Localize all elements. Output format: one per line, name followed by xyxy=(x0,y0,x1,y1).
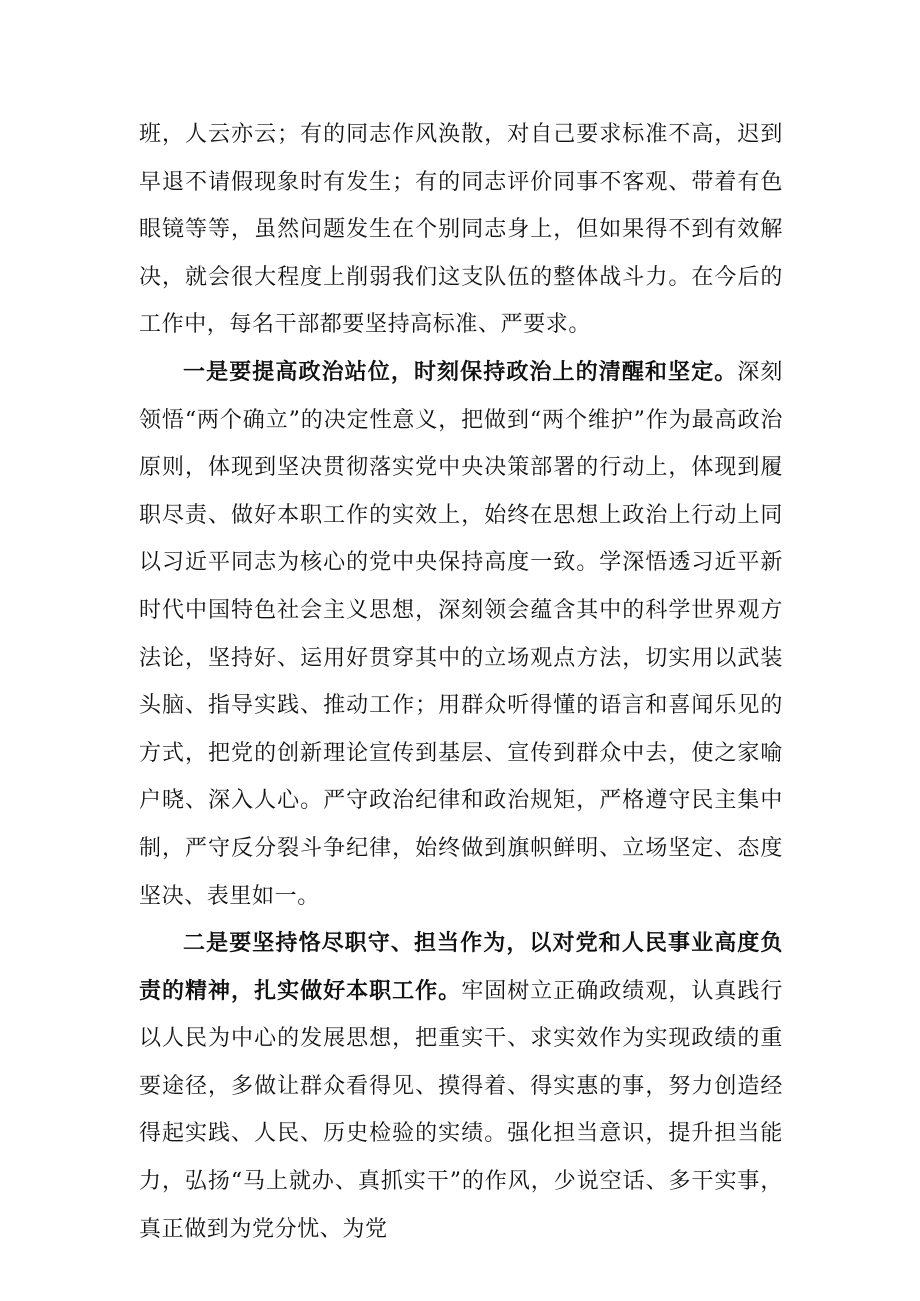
paragraph-text: 牢固树立正确政绩观，认真践行以人民为中心的发展思想，把重实干、求实效作为实现政绩的重要途径，多做让群众看得见、摸得着、得实惠的事，努力创造经得起实践、人民、历史检验的实绩。强化担当意识，提升担当能力，弘扬“马上就办、真抓实干”的作风，少说空话、多干实事，真正做到为党分忧、为党 xyxy=(139,978,783,1242)
paragraph-lead: 一是要提高政治站位，时刻保持政治上的清醒和坚定。 xyxy=(183,358,738,385)
paragraph-duty xyxy=(139,920,783,1253)
paragraph-continuation xyxy=(139,111,783,349)
document-body xyxy=(139,111,783,1253)
paragraph-text: 班，人云亦云；有的同志作风涣散，对自己要求标准不高，迟到早退不请假现象时有发生；有的同志评价同事不客观、带着有色眼镜等等，虽然问题发生在个别同志身上，但如果得不到有效解决，就会很大程度上削弱我们这支队伍的整体战斗力。在今后的工作中，每名干部都要坚持高标准、严要求。 xyxy=(139,122,783,338)
paragraph-lead: 二是要坚持恪尽职守、担当作为，以对党和人民事业高度负责的精神，扎实做好本职工作。 xyxy=(139,930,783,1004)
paragraph-text: 深刻领悟“两个确立”的决定性意义，把做到“两个维护”作为最高政治原则，体现到坚决贯彻落实党中央决策部署的行动上，体现到履职尽责、做好本职工作的实效上，始终在思想上政治上行动上同以习近平同志为核心的党中央保持高度一致。学深悟透习近平新时代中国特色社会主义思想，深刻领会蕴含其中的科学世界观方法论，坚持好、运用好贯穿其中的立场观点方法，切实用以武装头脑、指导实践、推动工作；用群众听得懂的语言和喜闻乐见的方式，把党的创新理论宣传到基层、宣传到群众中去，使之家喻户晓、深入人心。严守政治纪律和政治规矩，严格遵守民主集中制，严守反分裂斗争纪律，始终做到旗帜鲜明、立场坚定、态度坚决、表里如一。 xyxy=(139,359,783,909)
paragraph-political-stance xyxy=(139,349,783,920)
